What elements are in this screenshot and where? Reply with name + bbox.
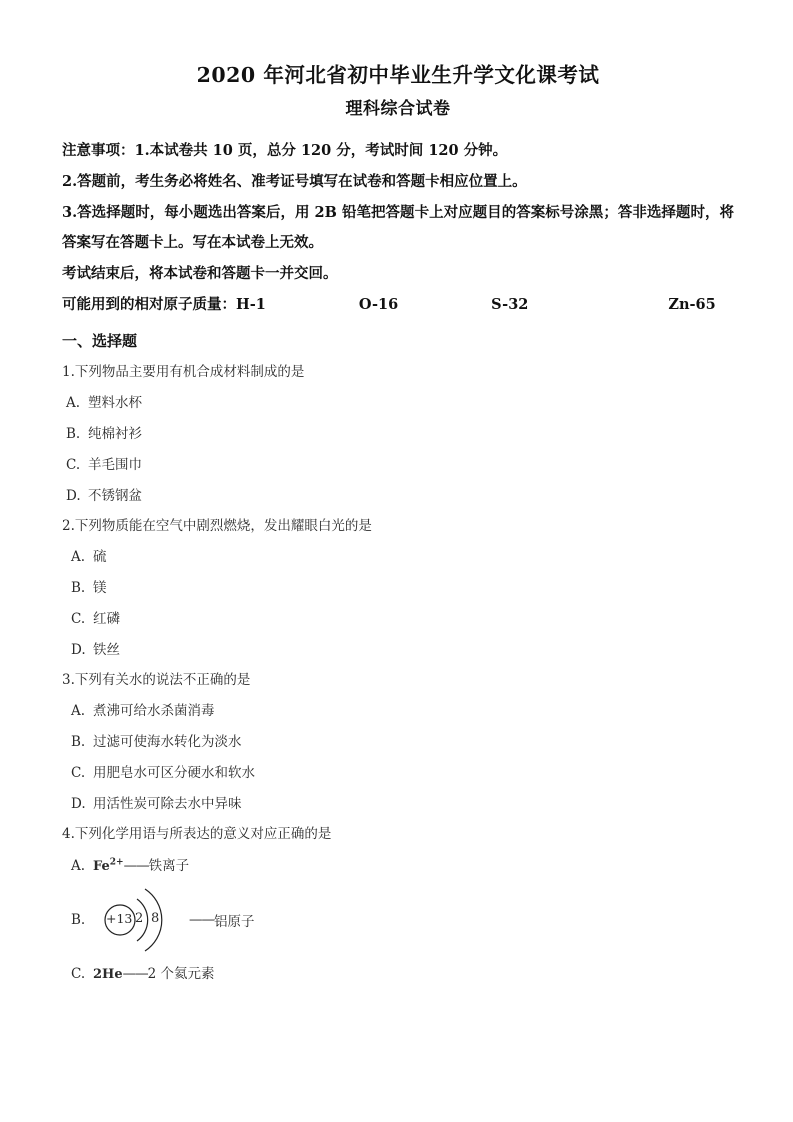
nucleus-charge-label: +13 — [106, 911, 133, 927]
section-heading-multiple-choice: 一、选择题 — [62, 331, 138, 350]
option-letter: C. — [71, 966, 86, 983]
page-subtitle: 理科综合试卷 — [345, 98, 451, 119]
question-3-number: 3. — [62, 672, 75, 689]
atomic-mass-zn: Zn-65 — [668, 295, 716, 313]
question-3-text: 下列有关水的说法不正确的是 — [74, 672, 251, 689]
option-letter: B. — [71, 580, 86, 597]
option-text: 镁 — [93, 580, 107, 597]
em-dash-separator: —— — [189, 912, 214, 929]
page-title: 2020 年河北省初中毕业生升学文化课考试 — [196, 63, 600, 87]
option-letter: B. — [71, 734, 86, 751]
question-2-option-d[interactable] — [62, 635, 734, 666]
option-text: 塑料水杯 — [88, 395, 142, 412]
question-2-number: 2. — [62, 518, 75, 535]
question-1-option-c[interactable] — [62, 450, 734, 481]
question-1-stem — [62, 357, 734, 388]
question-4-option-c[interactable] — [62, 959, 734, 990]
shell-electron-count-outer: 8 — [151, 911, 160, 927]
option-text: 煮沸可给水杀菌消毒 — [93, 703, 215, 720]
option-text: 羊毛围巾 — [88, 456, 142, 473]
option-meaning-text: 2 个氦元素 — [147, 966, 215, 983]
option-letter: A. — [71, 857, 86, 874]
question-1-text: 下列物品主要用有机合成材料制成的是 — [74, 364, 305, 381]
question-4-option-a[interactable] — [62, 851, 734, 882]
question-1-options — [62, 388, 734, 511]
atomic-mass-s: S-32 — [491, 295, 529, 313]
question-3-option-c[interactable] — [62, 758, 734, 789]
relative-atomic-masses — [62, 290, 734, 321]
question-2-option-a[interactable] — [62, 542, 734, 573]
option-text: 硫 — [93, 549, 107, 566]
question-4-option-b[interactable] — [62, 881, 734, 959]
option-text: 不锈钢盆 — [88, 487, 142, 504]
question-3-option-d[interactable] — [62, 789, 734, 820]
question-1-number: 1. — [62, 364, 75, 381]
option-letter: B. — [71, 912, 86, 929]
shell-electron-count-inner: 2 — [135, 911, 144, 927]
chemical-formula-iron-ion — [93, 852, 124, 882]
option-letter: A. — [66, 395, 81, 412]
notice-block — [62, 136, 734, 320]
masses-label: 可能用到的相对原子质量： — [62, 295, 236, 313]
atomic-mass-h: H-1 — [236, 295, 266, 313]
bohr-atom-diagram-icon — [93, 881, 189, 959]
option-letter: D. — [71, 641, 86, 658]
question-1 — [62, 357, 734, 511]
question-4-stem — [62, 819, 734, 850]
atomic-mass-o: O-16 — [358, 295, 399, 313]
question-2-options — [62, 542, 734, 665]
chemical-formula-helium: 2He — [93, 967, 123, 983]
option-letter: A. — [71, 549, 86, 566]
question-2 — [62, 511, 734, 665]
formula-base: Fe — [93, 858, 110, 874]
question-2-option-b[interactable] — [62, 573, 734, 604]
em-dash-separator: —— — [122, 966, 148, 983]
question-4-text: 下列化学用语与所表达的意义对应正确的是 — [74, 826, 332, 843]
option-letter: B. — [66, 425, 81, 442]
option-letter: A. — [71, 703, 86, 720]
question-4 — [62, 819, 734, 990]
question-3-stem — [62, 665, 734, 696]
option-letter: C. — [71, 610, 86, 627]
question-2-option-c[interactable] — [62, 604, 734, 635]
bohr-option-meaning — [189, 910, 255, 930]
question-2-text: 下列物质能在空气中剧烈燃烧，发出耀眼白光的是 — [74, 518, 372, 535]
option-meaning-text: 铁离子 — [148, 857, 190, 874]
question-1-option-d[interactable] — [62, 481, 734, 512]
option-letter: C. — [71, 764, 86, 781]
option-letter: C. — [66, 456, 81, 473]
option-letter: D. — [66, 487, 81, 504]
formula-superscript: 2+ — [109, 857, 124, 868]
option-text: 红磷 — [93, 610, 120, 627]
option-text: 过滤可使海水转化为淡水 — [93, 734, 242, 751]
option-meaning-text: 铝原子 — [214, 914, 255, 931]
question-3-option-a[interactable] — [62, 696, 734, 727]
question-3-option-b[interactable] — [62, 727, 734, 758]
notice-line-3: 3.答选择题时，每小题选出答案后，用 2B 铅笔把答题卡上对应题目的答案标号涂黑；答非选择题时，将答案写在答题卡上。写在本试卷上无效。 — [62, 203, 734, 252]
option-text: 用活性炭可除去水中异味 — [93, 795, 242, 812]
option-text: 用肥皂水可区分硬水和软水 — [93, 764, 255, 781]
notice-line-1: 注意事项：1.本试卷共 10 页，总分 120 分，考试时间 120 分钟。 — [62, 142, 508, 160]
option-text: 纯棉衬衫 — [88, 425, 142, 442]
option-letter: D. — [71, 795, 86, 812]
option-text: 铁丝 — [93, 641, 120, 658]
question-2-stem — [62, 511, 734, 542]
question-4-number: 4. — [62, 826, 75, 843]
em-dash-separator: —— — [123, 857, 149, 874]
question-3 — [62, 665, 734, 819]
question-1-option-a[interactable] — [62, 388, 734, 419]
page-content — [62, 60, 734, 990]
notice-line-2: 2.答题前，考生务必将姓名、准考证号填写在试卷和答题卡相应位置上。 — [62, 172, 527, 190]
question-1-option-b[interactable] — [62, 419, 734, 450]
notice-line-4: 考试结束后，将本试卷和答题卡一并交回。 — [62, 265, 338, 283]
question-3-options — [62, 696, 734, 819]
